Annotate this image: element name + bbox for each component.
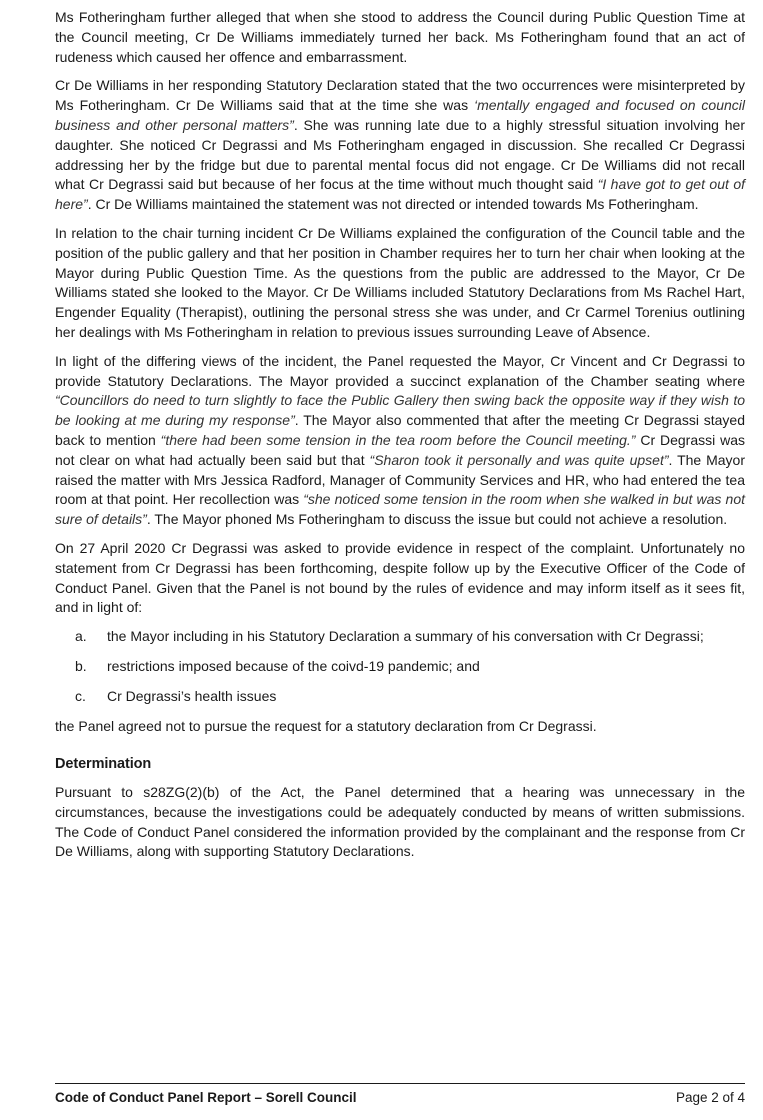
- quoted-text: “there had been some tension in the tea room before the Council meeting.”: [160, 431, 636, 448]
- body-paragraph: [55, 224, 745, 343]
- list-item: [55, 687, 745, 707]
- body-paragraph: [55, 76, 745, 215]
- after-list-paragraph: the Panel agreed not to pursue the request for a statutory declaration from Cr Degrassi.: [55, 717, 597, 734]
- footer-page-number: Page 2 of 4: [675, 1090, 745, 1105]
- document-body: [55, 8, 745, 871]
- paragraph-text: In relation to the chair turning incident Cr De Williams explained the configuration of the Council table and the position of the public gallery and that her position in Chamber requires her to turn her chair when looking at the Mayor during Public Question Time. As the questions from the public are addressed to the Mayor, Cr De Williams stated she looked to the Mayor. Cr De Williams included Statutory Declarations from Ms Rachel Hart, Engender Equality (Therapist), outlining the personal stress she was under, and Cr Carmel Torenius outlining her dealings with Ms Fotheringham in relation to previous issues surrounding Leave of Absence.: [55, 224, 745, 340]
- quoted-text: “Sharon took it personally and was quite upset”: [369, 451, 669, 468]
- list-marker: a.: [75, 628, 87, 645]
- determination-paragraph: Pursuant to s28ZG(2)(b) of the Act, the Panel determined that a hearing was unnecessary in the circumstances, because the investigations could be adequately conducted by means of written submissions. The Code of Conduct Panel considered the information provided by the complainant and the response from Cr De Williams, along with supporting Statutory Declarations.: [55, 784, 745, 860]
- list-marker: c.: [75, 687, 86, 704]
- paragraph-text: . The Mayor raised the matter with Mrs Jessica Radford, Manager of Community Services and HR, who had entered the tea room at that point. Her recollection was: [55, 451, 745, 508]
- section-heading-determination: Determination: [55, 756, 152, 773]
- list-item: [55, 657, 745, 677]
- paragraph-text: On 27 April 2020 Cr Degrassi was asked to provide evidence in respect of the complaint. Unfortunately no statement from Cr Degrassi has been forthcoming, despite follow up by the Executive Officer of the Code of Conduct Panel. Given that the Panel is not bound by the rules of evidence and may inform itself as it sees fit, and in light of:: [55, 539, 745, 616]
- paragraph-text: . The Mayor also commented that after the meeting Cr Degrassi stayed back to mention: [55, 412, 746, 448]
- quoted-text: ‘mentally engaged and focused on council business and other personal matters”: [55, 97, 745, 133]
- list-item-text: the Mayor including in his Statutory Declaration a summary of his conversation with Cr Degrassi;: [107, 628, 704, 645]
- list-item-text: restrictions imposed because of the coivd-19 pandemic; and: [107, 657, 480, 674]
- paragraph-text: Cr Degrassi was not clear on what had actually been said but that: [55, 431, 745, 468]
- evidence-list: [55, 627, 745, 706]
- paragraphs-container: [55, 8, 745, 618]
- quoted-text: “she noticed some tension in the room when she walked in but was not sure of details”: [55, 491, 745, 528]
- page-footer: [55, 1083, 745, 1105]
- quoted-text: “Councillors do need to turn slightly to face the Public Gallery then swing back the opposite way if they wish to be looking at me during my response”: [55, 392, 745, 429]
- paragraph-text: In light of the differing views of the incident, the Panel requested the Mayor, Cr Vincent and Cr Degrassi to provide Statutory Declarations. The Mayor provided a succinct explanation of the Chamber seating where: [55, 352, 745, 389]
- list-item-text: Cr Degrassi’s health issues: [107, 687, 277, 704]
- paragraph-text: Ms Fotheringham further alleged that when she stood to address the Council during Public Question Time at the Council meeting, Cr De Williams immediately turned her back. Ms Fotheringham found that an act of rudeness which caused her offence and embarrassment.: [55, 9, 745, 65]
- body-paragraph: [55, 539, 745, 618]
- paragraph-text: . Cr De Williams maintained the statement was not directed or intended towards Ms Fotheringham.: [87, 196, 699, 213]
- footer-report-title: Code of Conduct Panel Report – Sorell Council: [55, 1090, 357, 1105]
- list-marker: b.: [75, 657, 87, 674]
- body-paragraph: [55, 352, 745, 530]
- body-paragraph: [55, 8, 745, 67]
- list-item: [55, 627, 745, 647]
- quoted-text: “I have got to get out of here”: [55, 176, 745, 213]
- paragraph-text: . The Mayor phoned Ms Fotheringham to discuss the issue but could not achieve a resolution.: [146, 511, 728, 528]
- paragraph-text: . She was running late due to a highly stressful situation involving her daughter. She noticed Cr Degrassi and Ms Fotheringham engaged in discussion. She recalled Cr Degrassi addressing her by the fridge but due to parental mental focus did not engage. Cr De Williams did not recall what Cr Degrassi said but because of her focus at the time without much thought said: [55, 116, 746, 193]
- paragraph-text: Cr De Williams in her responding Statutory Declaration stated that the two occurrences were misinterpreted by Ms Fotheringham. Cr De Williams said that at the time she was: [55, 77, 745, 114]
